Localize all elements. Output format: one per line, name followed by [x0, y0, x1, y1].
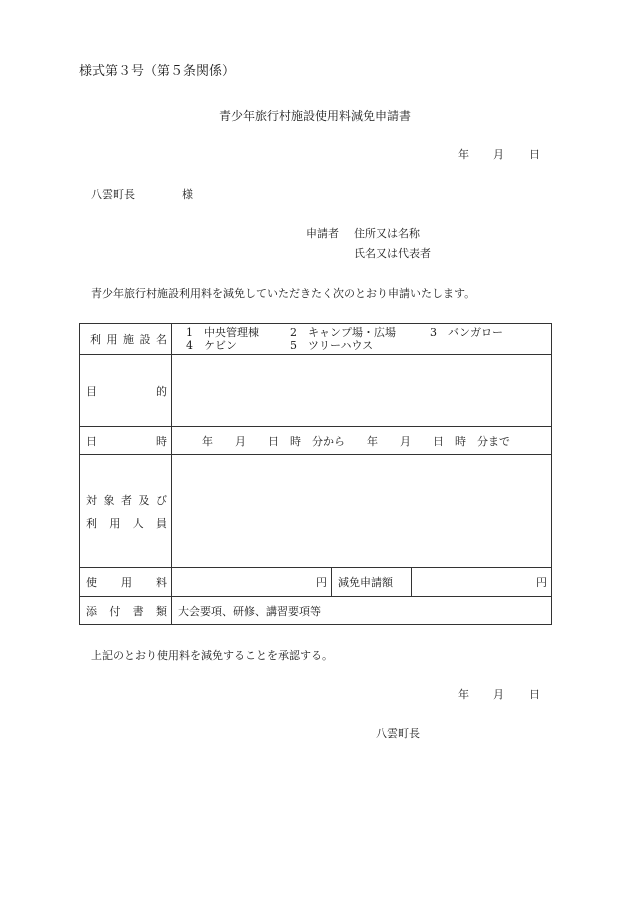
fee-row: [80, 568, 552, 597]
purpose-row: [80, 355, 552, 427]
approval-date-day: 日: [529, 688, 540, 701]
attachment-label-cell: [80, 597, 172, 625]
applicant-address: 住所又は名称: [354, 227, 420, 240]
facility-label-cell: [80, 324, 172, 355]
addressee-name: 八雲町長: [91, 188, 135, 201]
datetime-row: [80, 427, 552, 455]
facility-row: [80, 324, 552, 355]
applicant-name: 氏名又は代表者: [354, 247, 431, 260]
facility-options: [172, 324, 552, 355]
applicant-label: 申請者: [306, 227, 339, 240]
date-month: 月: [493, 148, 504, 161]
date-day: 日: [529, 148, 540, 161]
target-label-line2: 利 用 人 員: [86, 516, 167, 530]
facility-option-2: 2 キャンプ場・広場: [290, 326, 396, 339]
purpose-label-cell: [80, 355, 172, 427]
facility-option-3: 3 バンガロー: [430, 326, 503, 339]
facility-option-5: 5 ツリーハウス: [290, 339, 374, 352]
application-table: [79, 323, 552, 625]
datetime-field[interactable]: [172, 427, 552, 455]
fee-label-cell: [80, 568, 172, 597]
approver-name: 八雲町長: [376, 727, 420, 740]
fee-field[interactable]: [172, 568, 332, 597]
target-field[interactable]: [172, 455, 552, 568]
form-number: 様式第３号（第５条関係）: [79, 64, 236, 79]
reduction-field[interactable]: [412, 568, 552, 597]
reduction-label-cell: [332, 568, 412, 597]
facility-label: 利 用 施 設 名: [90, 333, 167, 346]
purpose-field[interactable]: [172, 355, 552, 427]
datetime-label-cell: [80, 427, 172, 455]
facility-option-4: 4 ケビン: [186, 339, 237, 352]
facility-option-1: 1 中央管理棟: [186, 326, 259, 339]
target-label-line1: 対 象 者 及 び: [86, 493, 167, 507]
reduction-label: 減免申請額: [338, 576, 393, 589]
approval-date-year: 年: [458, 688, 469, 701]
datetime-text: 年 月 日 時 分から 年 月 日 時 分まで: [202, 434, 510, 448]
fee-yen: 円: [316, 576, 327, 589]
approval-text: 上記のとおり使用料を減免することを承認する。: [91, 649, 333, 662]
datetime-label: 日 時: [86, 434, 167, 448]
target-row: [80, 455, 552, 568]
fee-label: 使 用 料: [86, 576, 167, 589]
purpose-label: 目 的: [86, 384, 167, 398]
addressee-honorific: 様: [182, 188, 193, 201]
approval-date-month: 月: [493, 688, 504, 701]
target-label-cell: [80, 455, 172, 568]
reduction-yen: 円: [536, 576, 547, 589]
attachment-label: 添 付 書 類: [86, 604, 167, 618]
attachment-row: [80, 597, 552, 625]
request-text: 青少年旅行村施設利用料を減免していただきたく次のとおり申請いたします。: [91, 287, 476, 300]
attachment-field[interactable]: [172, 597, 552, 625]
attachment-value: 大会要項、研修、講習要項等: [178, 604, 321, 618]
document-title: 青少年旅行村施設使用料減免申請書: [218, 109, 411, 123]
date-year: 年: [458, 148, 469, 161]
